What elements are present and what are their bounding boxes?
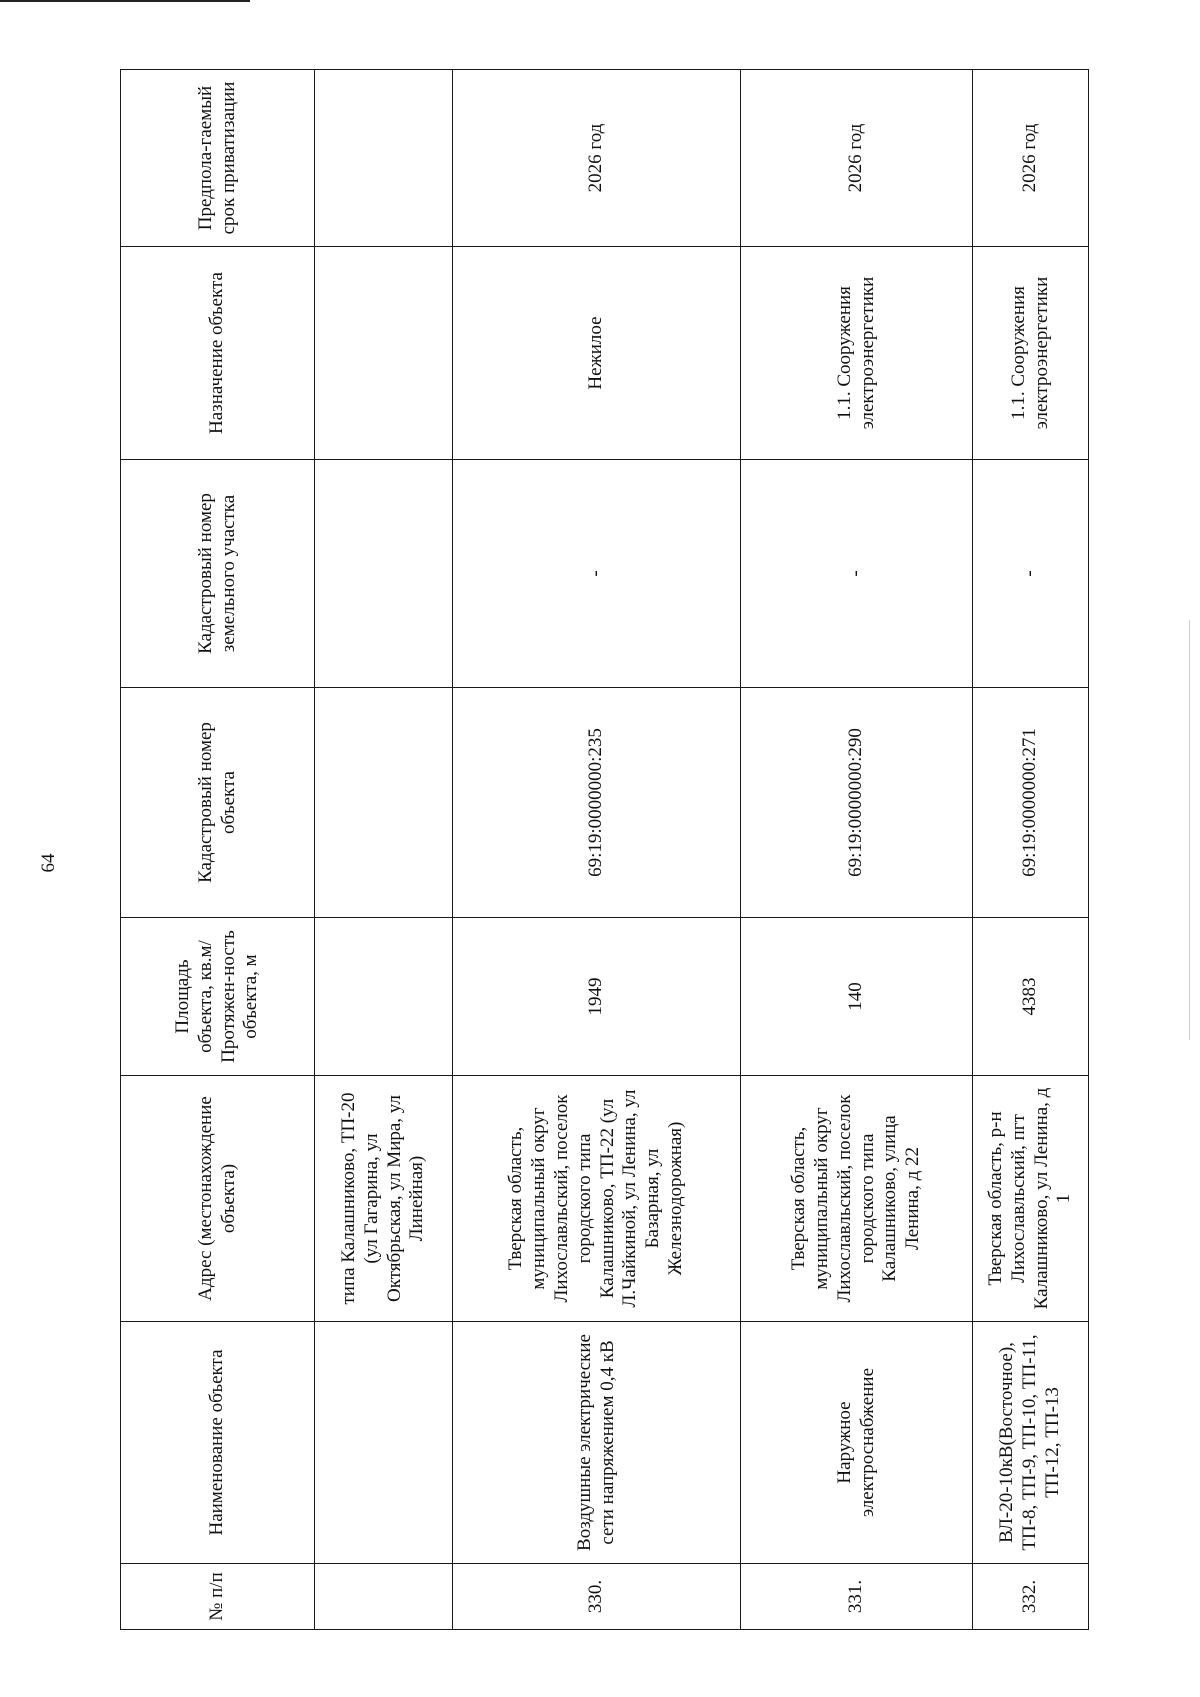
header-name: Наименование объекта — [121, 1322, 315, 1564]
cell-land-cadastral: - — [973, 460, 1089, 688]
cell-address: Тверская область, муниципальный округ Лихославльский, поселок городского типа Калашниково, ТП-22 (ул Л.Чайкиной, ул Ленина, ул Базарная, ул Железнодорожная) — [453, 1076, 741, 1322]
cell-cadastral: 69:19:0000000:290 — [741, 688, 973, 918]
table-row — [315, 70, 453, 1630]
cell-area — [315, 918, 453, 1076]
page-number: 64 — [38, 853, 59, 873]
cell-term: 2026 год — [973, 70, 1089, 247]
cell-num: 332. — [973, 1564, 1089, 1630]
cell-land-cadastral — [315, 460, 453, 688]
table-row — [973, 70, 1089, 1630]
header-purpose: Назначение объекта — [121, 247, 315, 460]
cell-area: 140 — [741, 918, 973, 1076]
header-num: № п/п — [121, 1564, 315, 1630]
header-cadastral: Кадастровый номер объекта — [121, 688, 315, 918]
table-row — [741, 70, 973, 1630]
cell-address: Тверская область, р-н Лихославльский, пгт Калашниково, ул Ленина, д 1 — [973, 1076, 1089, 1322]
cell-num — [315, 1564, 453, 1630]
scan-artifact-line — [1189, 620, 1190, 1040]
cell-num: 331. — [741, 1564, 973, 1630]
header-term: Предпола-гаемый срок приватизации — [121, 70, 315, 247]
rotated-table-container — [120, 70, 1088, 1630]
header-area: Площадь объекта, кв.м/ Протяжен-ность объекта, м — [121, 918, 315, 1076]
cell-term: 2026 год — [453, 70, 741, 247]
cell-cadastral: 69:19:0000000:271 — [973, 688, 1089, 918]
scan-edge-line — [0, 0, 250, 2]
cell-term — [315, 70, 453, 247]
cell-name — [315, 1322, 453, 1564]
cell-name: ВЛ-20-10кВ(Восточное), ТП-8, ТП-9, ТП-10, ТП-11, ТП-12, ТП-13 — [973, 1322, 1089, 1564]
cell-purpose: Нежилое — [453, 247, 741, 460]
cell-name: Наружное электроснабжение — [741, 1322, 973, 1564]
cell-area: 4383 — [973, 918, 1089, 1076]
cell-land-cadastral: - — [741, 460, 973, 688]
cell-purpose: 1.1. Сооружения электроэнергетики — [973, 247, 1089, 460]
cell-purpose — [315, 247, 453, 460]
privatization-table — [120, 69, 1089, 1630]
cell-address: Тверская область, муниципальный округ Лихославльский, поселок городского типа Калашниково, улица Ленина, д 22 — [741, 1076, 973, 1322]
cell-address: типа Калашниково, ТП-20 (ул Гагарина, ул Октябрьская, ул Мира, ул Линейная) — [315, 1076, 453, 1322]
cell-area: 1949 — [453, 918, 741, 1076]
cell-purpose: 1.1. Сооружения электроэнергетики — [741, 247, 973, 460]
cell-term: 2026 год — [741, 70, 973, 247]
cell-cadastral: 69:19:0000000:235 — [453, 688, 741, 918]
cell-name: Воздушные электрические сети напряжением 0,4 кВ — [453, 1322, 741, 1564]
header-address: Адрес (местонахождение объекта) — [121, 1076, 315, 1322]
cell-num: 330. — [453, 1564, 741, 1630]
cell-land-cadastral: - — [453, 460, 741, 688]
table-row — [453, 70, 741, 1630]
cell-cadastral — [315, 688, 453, 918]
header-land-cadastral: Кадастровый номер земельного участка — [121, 460, 315, 688]
table-header-row — [121, 70, 315, 1630]
